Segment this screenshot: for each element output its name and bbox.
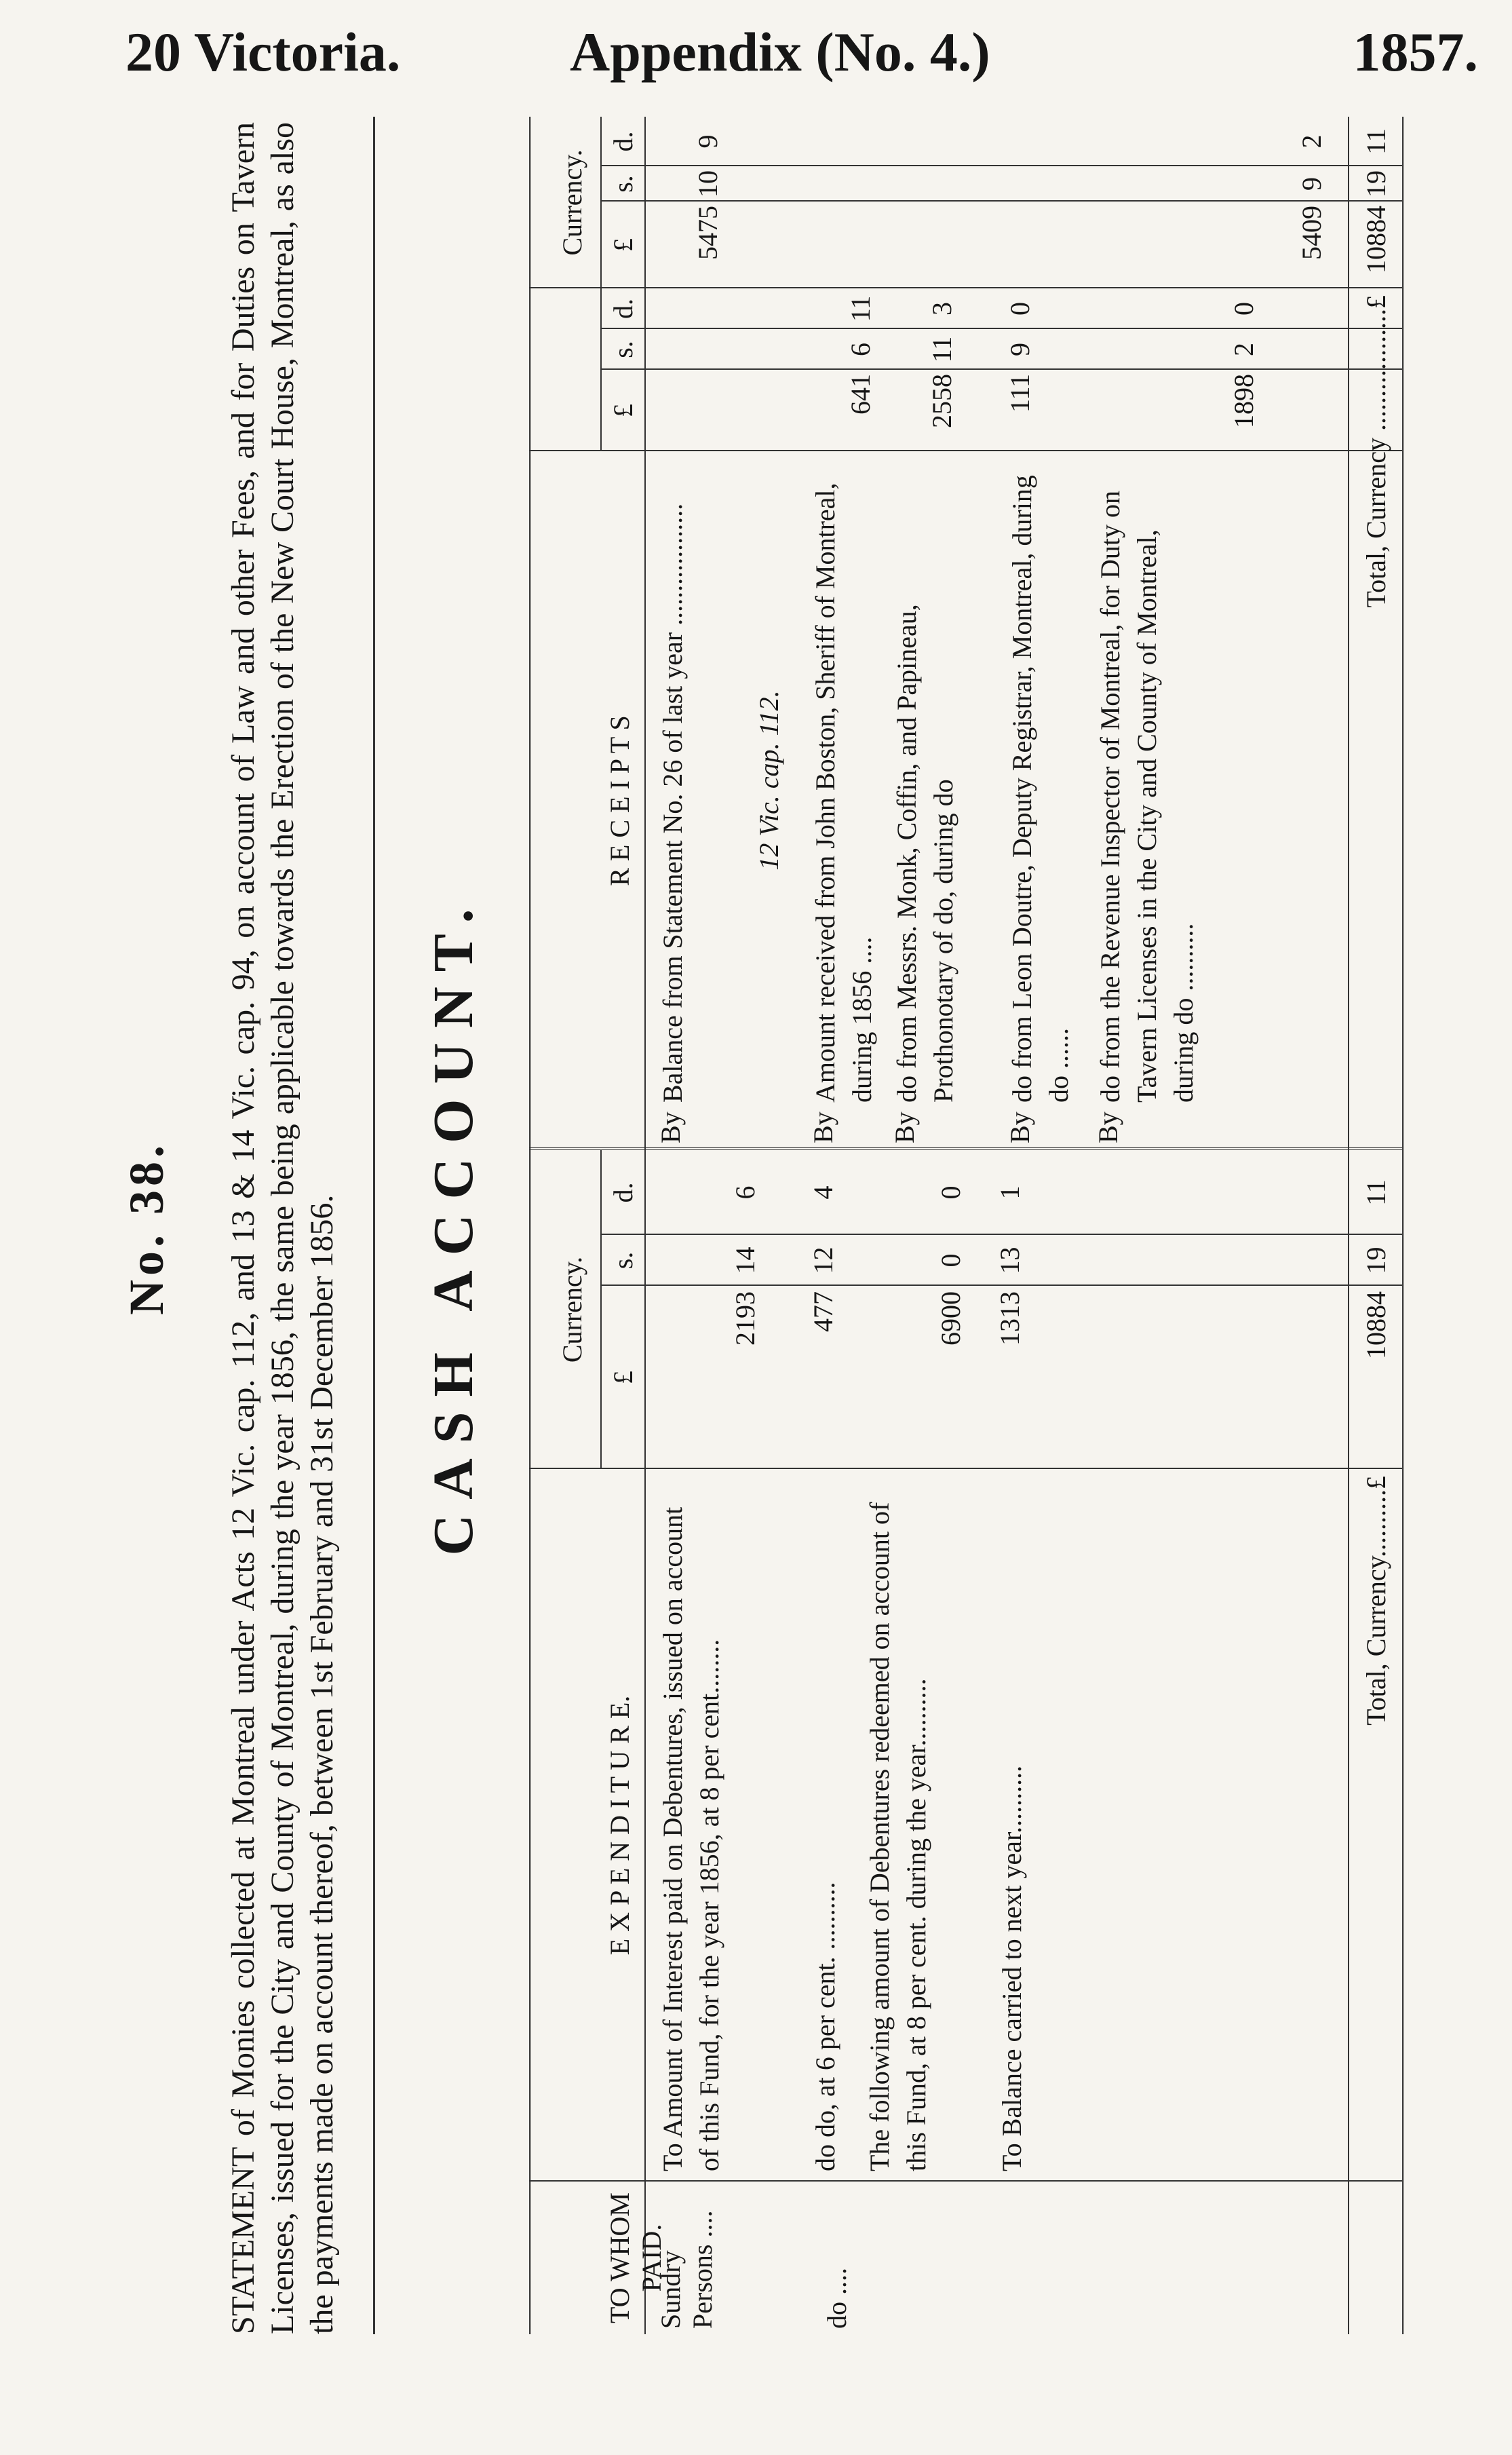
total-shillings: 19 (1361, 170, 1391, 197)
amount-pounds: 1898 (1228, 374, 1259, 428)
receipt-prefix: By (1093, 1111, 1123, 1143)
header-volume: 20 Victoria. (125, 21, 401, 83)
amount-pence: 6 (730, 1185, 760, 1200)
receipt-subheading: 12 Vic. cap. 112. (754, 690, 784, 871)
amount-pounds: 2558 (927, 374, 957, 428)
header-year: 1857. (1353, 21, 1478, 83)
total-label: Total, Currency..........£ (1361, 1476, 1391, 1726)
expenditure-text: To Amount of Interest paid on Debentures, issued on account of this Fund, for the year 1856, at 8 per cent........ (657, 1506, 724, 2171)
cash-account-heading: CASH ACCOUNT. (422, 894, 485, 1556)
receipt-prefix: By (1005, 1111, 1035, 1143)
currency-pence: 2 (1296, 134, 1327, 149)
amount-pence: 11 (845, 295, 876, 322)
amount-pounds: 477 (808, 1291, 838, 1332)
amount-shillings: 6 (845, 343, 876, 356)
col-header-rec-shilling: s. (608, 341, 638, 358)
currency-shillings: 9 (1296, 177, 1327, 191)
receipt-prefix: By (655, 1111, 686, 1143)
col-header-whom: TO WHOM PAID. (604, 2192, 667, 2323)
amount-shillings: 2 (1228, 343, 1259, 356)
receipt-text: Balance from Statement No. 26 of last year .................. (657, 503, 688, 1103)
amount-pence: 0 (935, 1185, 966, 1200)
receipt-text: do from Leon Doutre, Deputy Registrar, Montreal, during do ...... (1007, 475, 1074, 1103)
currency-pounds: 5409 (1296, 206, 1327, 260)
amount-shillings: 12 (808, 1246, 838, 1274)
receipt-text: Amount received from John Boston, Sheriff of Montreal, during 1856 .... (810, 482, 877, 1103)
total-pence: 11 (1361, 128, 1391, 155)
currency-shillings: 10 (693, 170, 723, 197)
col-header-receipts: R E C E I P T S (604, 715, 635, 886)
whom-cell: do .... (821, 2268, 852, 2329)
col-header-exp-shilling: s. (608, 1251, 638, 1270)
statement-description: STATEMENT of Monies collected at Montreal under Acts 12 Vic. cap. 112, and 13 & 14 Vic. cap. 94, on account of Law and other Fees, and for Duties on Tavern Licenses, issued for the City and County of Montreal, during the year 1856, the same being applicable towards the Erection of the New Court House, Montreal, as also the payments made on account thereof, between 1st February and 31st December 1856. (225, 122, 340, 2334)
receipt-prefix: By (889, 1111, 920, 1143)
amount-pence: 0 (1005, 302, 1035, 316)
receipt-text: do from Messrs. Monk, Coffin, and Papineau, Prothonotary of do, during do (891, 604, 958, 1103)
amount-pounds: 6900 (935, 1291, 966, 1346)
col-header-expenditure: E X P E N D I T U R E. (604, 1695, 635, 1956)
amount-pence: 4 (808, 1185, 838, 1200)
header-appendix: Appendix (No. 4.) (570, 21, 990, 83)
col-header-rec-pence-2: d. (608, 131, 638, 152)
col-header-exp-pound: £ (608, 1371, 638, 1384)
total-label: Total, Currency ..................£ (1361, 295, 1391, 608)
whom-cell: Sundry Persons .... (655, 2210, 718, 2329)
amount-shillings: 14 (730, 1246, 760, 1274)
total-shillings: 19 (1361, 1246, 1391, 1274)
col-header-rec-shilling-2: s. (608, 175, 638, 193)
amount-shillings: 13 (994, 1246, 1025, 1274)
col-header-exp-currency: Currency. (557, 1256, 587, 1363)
amount-pounds: 111 (1005, 374, 1035, 413)
col-header-rec-pence: d. (608, 299, 638, 319)
amount-pounds: 641 (845, 374, 876, 415)
currency-pounds: 5475 (693, 206, 723, 260)
currency-pence: 9 (693, 134, 723, 149)
amount-shillings: 11 (927, 336, 957, 363)
amount-shillings: 9 (1005, 343, 1035, 356)
statement-number: No. 38. (119, 1141, 174, 1315)
receipt-text: do from the Revenue Inspector of Montreal, for Duty on Tavern Licenses in the City and County of Montreal, during do .......... (1095, 491, 1199, 1103)
amount-pence: 1 (994, 1185, 1025, 1200)
expenditure-text: do do, at 6 per cent. .......... (810, 1882, 840, 2171)
rotated-statement (102, 115, 1431, 2334)
amount-pounds: 2193 (730, 1291, 760, 1346)
total-pence: 11 (1361, 1179, 1391, 1206)
expenditure-text: The following amount of Debentures redeemed on account of this Fund, at 8 per cent. during the year.......... (864, 1502, 931, 2171)
col-header-rec-currency: Currency. (557, 149, 587, 256)
col-header-rec-pound-2: £ (608, 238, 638, 252)
amount-pence: 3 (927, 302, 957, 316)
total-pounds: 10884 (1361, 1291, 1391, 1359)
total-pounds: 10884 (1361, 206, 1391, 273)
col-header-rec-pound: £ (608, 404, 638, 417)
amount-pence: 0 (1228, 302, 1259, 316)
receipt-prefix: By (808, 1111, 838, 1143)
col-header-exp-pence: d. (608, 1182, 638, 1203)
expenditure-text: To Balance carried to next year.......... (996, 1765, 1027, 2171)
amount-pounds: 1313 (994, 1291, 1025, 1346)
amount-shillings: 0 (935, 1253, 966, 1268)
